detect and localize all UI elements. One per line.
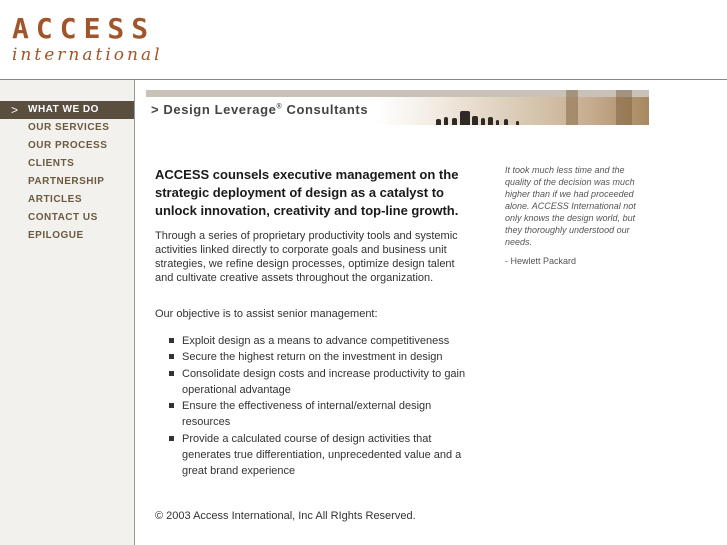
list-item: Ensure the effectiveness of internal/external design resources — [168, 398, 478, 431]
banner-title-text: Design Leverage — [163, 102, 277, 117]
nav-item-label: PARTNERSHIP — [28, 176, 105, 187]
nav-item-articles[interactable] — [0, 191, 134, 209]
intro-paragraph: Through a series of proprietary productivity tools and systemic activities linked directly to corporate goals and business unit strategies, we refine design processes, optimize design talent and cultivate creative assets throughout the organization. — [155, 230, 458, 284]
nav-item-what-we-do[interactable] — [0, 101, 134, 119]
nav-item-contact-us[interactable] — [0, 209, 134, 227]
logo-subtitle: international — [12, 45, 163, 65]
list-item: Consolidate design costs and increase productivity to gain operational advantage — [168, 366, 478, 399]
nav-item-partnership[interactable] — [0, 173, 134, 191]
nav-item-label: WHAT WE DO — [28, 104, 99, 115]
objective-list — [168, 333, 478, 480]
logo[interactable] — [12, 12, 163, 69]
main-nav — [0, 101, 134, 245]
nav-item-label: CONTACT US — [28, 212, 98, 223]
list-item: Provide a calculated course of design activities that generates true differentiation, unprecedented value and a great brand experience — [168, 431, 478, 480]
sidebar — [0, 80, 135, 545]
nav-item-epilogue[interactable] — [0, 227, 134, 245]
header-banner — [146, 90, 649, 125]
logo-wordmark: ACCESS — [12, 12, 156, 45]
banner-arrow-icon: > — [151, 102, 160, 117]
nav-item-label: ARTICLES — [28, 194, 82, 205]
registered-mark: ® — [276, 103, 283, 111]
list-item: Exploit design as a means to advance competitiveness — [168, 333, 478, 349]
nav-item-label: EPILOGUE — [28, 230, 84, 241]
nav-item-label: CLIENTS — [28, 158, 75, 169]
page-headline: ACCESS counsels executive management on the strategic deployment of design as a catalyst to unlock innovation, creativity and top-line growth. — [155, 167, 459, 218]
banner-crowd-image — [436, 107, 649, 125]
nav-item-our-process[interactable] — [0, 137, 134, 155]
copyright-text: © 2003 Access International, Inc All RIghts Reserved. — [155, 510, 416, 522]
active-arrow-icon: > — [11, 103, 19, 117]
nav-item-clients[interactable] — [0, 155, 134, 173]
banner-title-suffix: Consultants — [286, 102, 369, 117]
list-item: Secure the highest return on the investment in design — [168, 349, 478, 365]
testimonial-attribution: - Hewlett Packard — [505, 256, 577, 266]
nav-item-our-services[interactable] — [0, 119, 134, 137]
banner-title — [151, 102, 368, 117]
objective-text: Our objective is to assist senior management: — [155, 308, 378, 320]
testimonial-quote: It took much less time and the quality of the decision was much higher than if we had proceeded alone. ACCESS International not only knows the design world, but they thoroughly understood our needs. — [505, 165, 636, 247]
nav-item-label: OUR SERVICES — [28, 122, 110, 133]
nav-item-label: OUR PROCESS — [28, 140, 108, 151]
